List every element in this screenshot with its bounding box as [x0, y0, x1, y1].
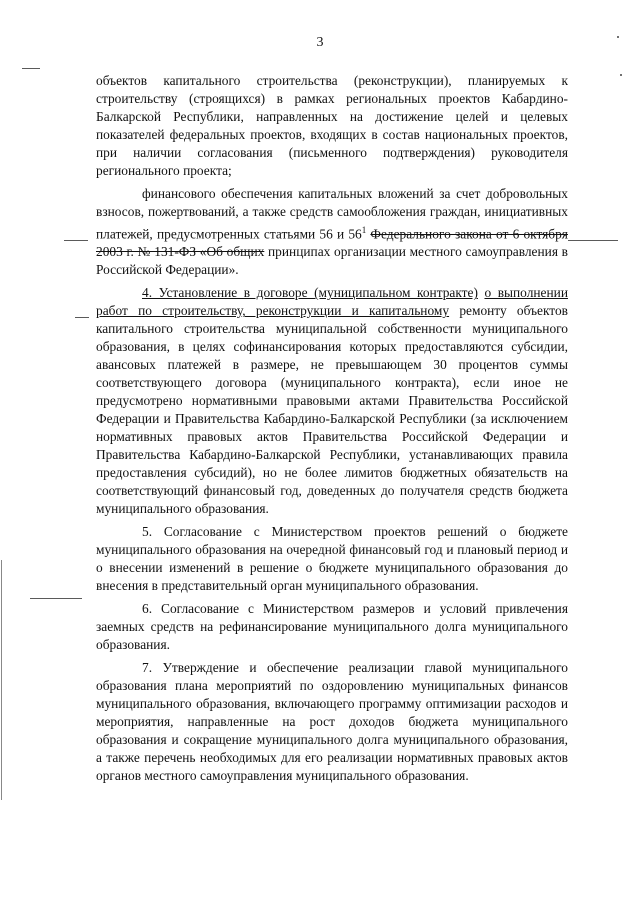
article-superscript: 1	[361, 225, 367, 235]
item-4-underlined-line: о выполнении работ по строительству, реконструкции и капитальному	[96, 285, 568, 319]
page-number: 3	[316, 35, 324, 50]
federal-law-title-end: принципах организации местного самоуправления в Российской Федерации».	[96, 244, 568, 278]
scan-artifact-dot	[617, 36, 619, 38]
scan-artifact-line	[64, 240, 88, 241]
item-4-heading: 4. Установление в договоре (муниципальном контракте)	[142, 285, 478, 301]
paragraph-item-7: 7. Утверждение и обеспечение реализации главой муниципального образования плана мероприятий по оздоровлению муниципальных финансов муниципального образования, включающего программу оптимизации расходов и мероприятия, направленные на рост доходов бюджета муниципального образования и сокращение муниципального долга муниципального образования, а также перечень необходимых для его реализации нормативных правовых актов органов местного самоуправления муниципального образования.	[96, 660, 568, 784]
paragraph-voluntary-contributions	[96, 185, 568, 279]
item-4-body: ремонту объектов капитального строительства муниципальной собственности муниципального образования, в целях софинансирования которых предоставляются субсидии, авансовых платежей в размере, не превышающем 30 процентов суммы соответствующего договора (муниципального контракта), если иное не предусмотрено нормативными правовыми актами Правительства Российской Федерации и Правительства Кабардино-Балкарской Республики (за исключением нормативных правовых актов Правительства Российской Федерации и Правительства Кабардино-Балкарской Республики, устанавливающих правила предоставления субсидий), но не более лимитов бюджетных обязательств на соответствующий финансовый год, доведенных до получателя средств бюджета муниципального образования.	[96, 303, 568, 517]
scan-artifact-line	[30, 598, 82, 599]
scan-artifact-line	[75, 317, 89, 318]
scan-artifact-line	[22, 68, 40, 69]
scan-artifact-edge	[1, 560, 2, 800]
paragraph-item-6: 6. Согласование с Министерством размеров и условий привлечения заемных средств на рефинансирование муниципального долга муниципального образования.	[96, 601, 568, 653]
federal-law-reference: Федерального закона от 6 октября 2003 г. № 131-ФЗ «Об общих	[96, 226, 568, 260]
scan-artifact-line	[568, 240, 618, 241]
paragraph-voluntary-contributions-text: финансового обеспечения капитальных вложений за счет добровольных взносов, пожертвований, а также средств самообложения граждан, инициативных платежей, предусмотренных статьями 56 и 56	[96, 186, 568, 242]
document-body	[96, 72, 568, 790]
paragraph-objects-capital-construction: объектов капитального строительства (реконструкции), планируемых к строительству (строящихся) в рамках региональных проектов Кабардино-Балкарской Республики, направленных на достижение целей и целевых показателей федеральных проектов, входящих в состав национальных проектов, при наличии согласования (письменного подтверждения) руководителя регионального проекта;	[96, 73, 568, 178]
scan-artifact-dot	[620, 74, 622, 76]
paragraph-item-5: 5. Согласование с Министерством проектов решений о бюджете муниципального образования на очередной финансовый год и плановый период и о внесении изменений в решение о бюджете муниципального образования до внесения в представительный орган муниципального образования.	[96, 524, 568, 594]
paragraph-item-4	[96, 284, 568, 518]
